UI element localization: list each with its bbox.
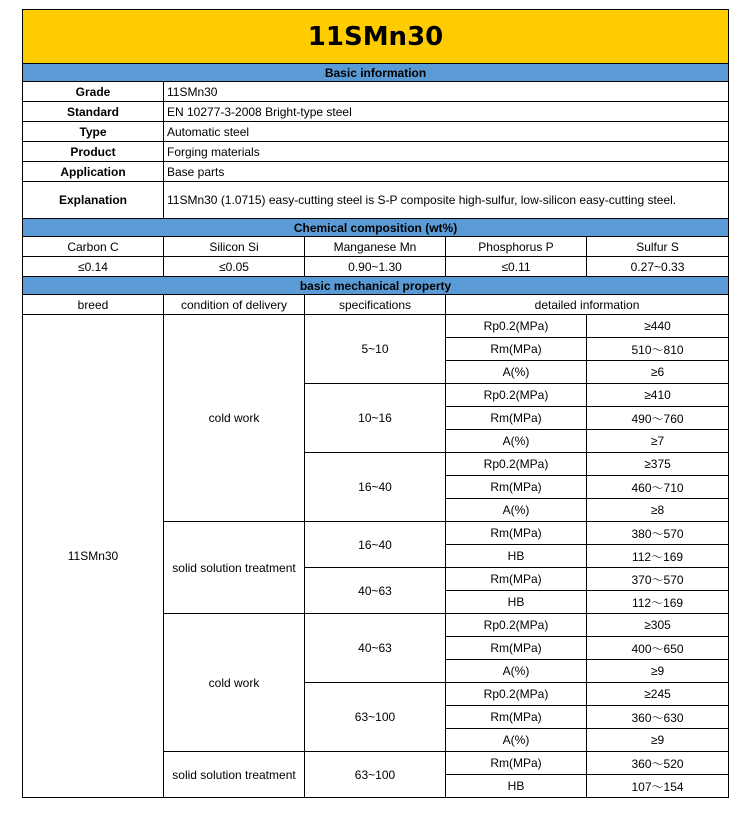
chem-value: 0.27~0.33 <box>587 257 729 277</box>
prop-value: 112～169 <box>587 591 729 614</box>
basic-label: Standard <box>23 102 164 122</box>
chem-column-header: Silicon Si <box>164 237 305 257</box>
chemical-columns-row <box>23 237 729 257</box>
basic-label: Grade <box>23 82 164 102</box>
spec-cell: 16~40 <box>305 522 446 568</box>
basic-value: 11SMn30 (1.0715) easy-cutting steel is S-P composite high-sulfur, low-silicon easy-cutting steel. <box>164 182 729 219</box>
prop-name: Rm(MPa) <box>446 706 587 729</box>
chem-column-header: Phosphorus P <box>446 237 587 257</box>
prop-value: 360～520 <box>587 752 729 775</box>
prop-value: 107～154 <box>587 775 729 798</box>
spec-cell: 40~63 <box>305 614 446 683</box>
basic-row-type <box>23 122 729 142</box>
mech-column-header: condition of delivery <box>164 295 305 315</box>
condition-cell: cold work <box>164 614 305 752</box>
basic-value: Forging materials <box>164 142 729 162</box>
chem-value: ≤0.11 <box>446 257 587 277</box>
basic-row-application <box>23 162 729 182</box>
breed-cell: 11SMn30 <box>23 315 164 798</box>
prop-name: Rp0.2(MPa) <box>446 315 587 338</box>
prop-name: Rp0.2(MPa) <box>446 614 587 637</box>
prop-value: 370～570 <box>587 568 729 591</box>
prop-name: HB <box>446 775 587 798</box>
basic-value: Base parts <box>164 162 729 182</box>
prop-value: ≥7 <box>587 430 729 453</box>
spec-cell: 63~100 <box>305 683 446 752</box>
prop-value: 380～570 <box>587 522 729 545</box>
prop-name: Rm(MPa) <box>446 407 587 430</box>
prop-value: 460～710 <box>587 476 729 499</box>
prop-value: 490～760 <box>587 407 729 430</box>
mechanical-columns-row <box>23 295 729 315</box>
prop-name: Rm(MPa) <box>446 338 587 361</box>
chem-value: ≤0.14 <box>23 257 164 277</box>
chem-value: 0.90~1.30 <box>305 257 446 277</box>
prop-value: ≥305 <box>587 614 729 637</box>
condition-cell: solid solution treatment <box>164 752 305 798</box>
chem-value: ≤0.05 <box>164 257 305 277</box>
spec-cell: 40~63 <box>305 568 446 614</box>
prop-value: ≥6 <box>587 361 729 384</box>
prop-name: HB <box>446 545 587 568</box>
prop-value: ≥410 <box>587 384 729 407</box>
prop-name: Rm(MPa) <box>446 476 587 499</box>
prop-name: A(%) <box>446 499 587 522</box>
mech-column-header: breed <box>23 295 164 315</box>
prop-name: Rp0.2(MPa) <box>446 683 587 706</box>
prop-name: A(%) <box>446 729 587 752</box>
basic-value: 11SMn30 <box>164 82 729 102</box>
basic-label: Application <box>23 162 164 182</box>
prop-name: A(%) <box>446 660 587 683</box>
chem-column-header: Carbon C <box>23 237 164 257</box>
spec-cell: 10~16 <box>305 384 446 453</box>
spec-cell: 16~40 <box>305 453 446 522</box>
chem-column-header: Sulfur S <box>587 237 729 257</box>
mech-column-header: detailed information <box>446 295 729 315</box>
prop-name: Rm(MPa) <box>446 522 587 545</box>
chemical-header: Chemical composition (wt%) <box>23 219 729 237</box>
material-table <box>22 9 729 798</box>
basic-row-standard <box>23 102 729 122</box>
prop-value: ≥440 <box>587 315 729 338</box>
spec-cell: 5~10 <box>305 315 446 384</box>
prop-name: Rm(MPa) <box>446 568 587 591</box>
spec-sheet <box>22 9 728 798</box>
prop-name: Rp0.2(MPa) <box>446 384 587 407</box>
prop-value: 400～650 <box>587 637 729 660</box>
prop-value: ≥245 <box>587 683 729 706</box>
prop-value: 510～810 <box>587 338 729 361</box>
prop-name: HB <box>446 591 587 614</box>
basic-info-header: Basic information <box>23 64 729 82</box>
basic-value: Automatic steel <box>164 122 729 142</box>
prop-value: 360～630 <box>587 706 729 729</box>
prop-value: ≥9 <box>587 660 729 683</box>
chem-column-header: Manganese Mn <box>305 237 446 257</box>
prop-value: ≥8 <box>587 499 729 522</box>
basic-row-grade <box>23 82 729 102</box>
basic-label: Product <box>23 142 164 162</box>
spec-cell: 63~100 <box>305 752 446 798</box>
basic-label: Type <box>23 122 164 142</box>
condition-cell: solid solution treatment <box>164 522 305 614</box>
basic-label: Explanation <box>23 182 164 219</box>
basic-row-explanation <box>23 182 729 219</box>
prop-name: A(%) <box>446 430 587 453</box>
basic-row-product <box>23 142 729 162</box>
basic-value: EN 10277-3-2008 Bright-type steel <box>164 102 729 122</box>
page-title: 11SMn30 <box>23 10 729 64</box>
mechanical-rows <box>23 315 729 798</box>
prop-name: Rm(MPa) <box>446 752 587 775</box>
prop-value: ≥375 <box>587 453 729 476</box>
prop-value: ≥9 <box>587 729 729 752</box>
prop-name: A(%) <box>446 361 587 384</box>
condition-cell: cold work <box>164 315 305 522</box>
prop-name: Rm(MPa) <box>446 637 587 660</box>
mech-column-header: specifications <box>305 295 446 315</box>
mechanical-header: basic mechanical property <box>23 277 729 295</box>
prop-name: Rp0.2(MPa) <box>446 453 587 476</box>
chemical-values-row <box>23 257 729 277</box>
prop-value: 112～169 <box>587 545 729 568</box>
